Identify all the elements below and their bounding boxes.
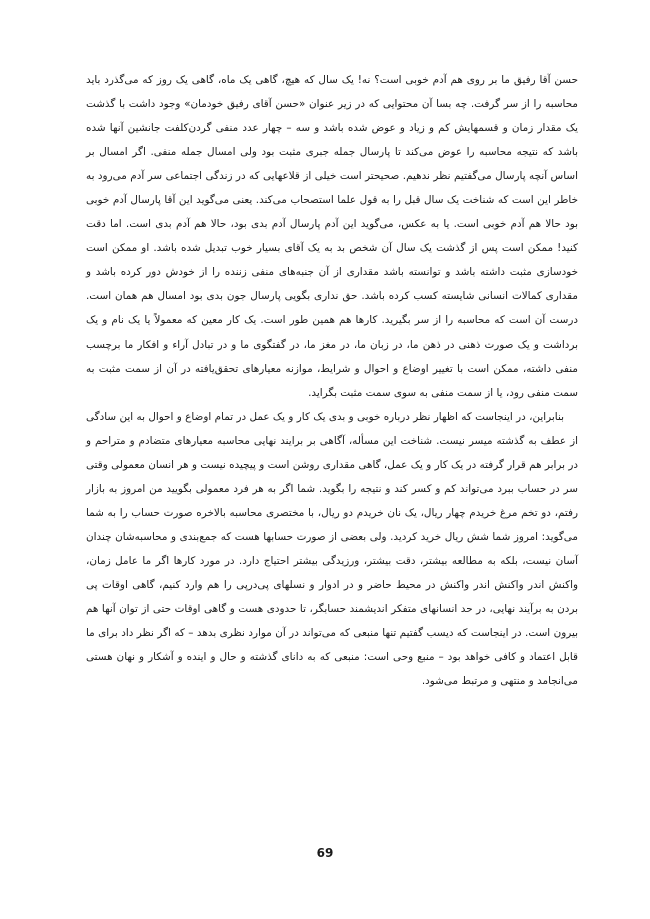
paragraph-2: بنابراین، در اینجاست که اظهار نظر درباره خوبی و بدی یک کار و یک عمل در تمام اوضاع و احوال به این سادگی از عطف به گذشته میسر نیست. شناخت این مسأله، آگاهی بر برایند نهایی محاسبه معیارهای متضادم و متراحم و در برابر هم قرار گرفته در یک کار و یک عمل، گاهی مقداری روشن است و پیچیده نیست و هر انسان معمولی وقتی سر در حساب ببرد می‌تواند کم و کسر کند و نتیجه را بگوید. شما اگر به هر فرد معمولی بگویید من امروز به بازار رفتم، دو تخم مرغ خریدم چهار ریال، یک نان خریدم دو ریال، با مختصری محاسبه بالاخره صورت حساب را به شما می‌گوید: امروز شما شش ریال خرید کردید. ولی بعضی از صورت حسابها هست که جمع‌بندی و محاسبه‌شان چندان آسان نیست، بلکه به مطالعه بیشتر، دقت بیشتر، ورزیدگی بیشتر احتیاج دارد. در مورد کارها اگر ما عامل زمان، واکنش اندر واکنش اندر واکنش در محیط حاضر و در ادوار و نسلهای پی‌درپی را هم وارد کنیم، گاهی اوقات پی بردن به برآیند نهایی، در حد انسانهای متفکر اندیشمند حسابگر، تا حدودی هست و گاهی اوقات حتی از توان آنها هم بیرون است. در اینجاست که دیسب گفتیم تنها منبعی که می‌تواند در آن موارد نظری بدهد – که اگر نظر داد برای ما قابل اعتماد و کافی خواهد بود – منبع وحی است: منبعی که به دانای گذشته و حال و اینده و آشکار و نهان هستی می‌انجامد و منتهی و مرتبط می‌شود. — [86, 410, 578, 688]
page-number: 69 — [316, 846, 334, 860]
body-text — [86, 68, 578, 693]
paragraph-1: حسن آقا رفیق ما بر روی هم آدم خوبی است؟ نه! یک سال که هیچ، گاهی یک ماه، گاهی یک روز که می‌گذرد باید محاسبه را از سر گرفت. چه بسا آن محتوایی که در زیر عنوان «حسن آقای رفیق خودمان» وجود داشت با گذشت یک مقدار زمان و قسمهایش کم و زیاد و عوض شده باشد و سه – چهار عدد منفی گردن‌کلفت جانشین آنها شده باشد که نتیجه محاسبه را عوض می‌کند تا پارسال جمله جبری مثبت بود ولی امسال جمله منفی. اگر امسال بر اساس آنچه پارسال می‌گفتیم نظر ندهیم. صحیحتر است خیلی از قلاعهایی که در زندگی اجتماعی سر آدم می‌رود به خاطر این است که شناخت یک سال قبل را به قول علما استصحاب می‌کند. یعنی می‌گوید این آقا پارسال آدم خوبی بود حالا هم آدم خوبی است. یا به عکس، می‌گوید این آدم پارسال آدم بدی بود، حالا هم آدم بدی است. اما دقت کنید! ممکن است پس از گذشت یک سال آن شخص بد به یک آقای بسیار خوب تبدیل شده باشد. او ممکن است خودسازی مثبت داشته باشد و توانسته باشد مقداری از آن جنبه‌های منفی زننده را از خودش دور کرده باشد و مقداری کمالات انسانی شایسته کسب کرده باشد. حق نداری بگویی پارسال جون بدی بود امسال هم همان است. درست آن است که محاسبه را از سر بگیرید. کارها هم همین طور است. یک کار معین که معمولاً یا یک نام و یک برداشت و یک صورت ذهنی در ذهن ما، در زبان ما، در مغز ما، در گفتگوی ما و در تبادل آراء و افکار ما برچسب منفی داشته، ممکن است با تغییر اوضاع و احوال و شرایط، موازنه معیارهای تحقق‌یافته در آن از سمت مثبت به سمت منفی رود، یا از سمت منفی به سوی سمت مثبت بگراید. — [86, 74, 578, 399]
